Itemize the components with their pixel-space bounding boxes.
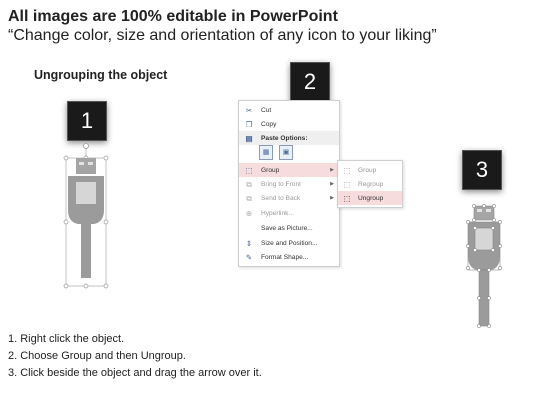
group-icon: ⬚ bbox=[245, 165, 253, 175]
instruction-list bbox=[8, 331, 262, 382]
copy-icon: ❐ bbox=[245, 119, 253, 129]
submenu-arrow-icon: ▶ bbox=[330, 167, 334, 173]
submenu-arrow-icon: ▶ bbox=[330, 181, 334, 187]
menu-item-bring-to-front[interactable]: ⧉ Bring to Front ▶ bbox=[239, 177, 339, 191]
menu-item-size-and-position[interactable]: ⇕ Size and Position... bbox=[245, 238, 318, 248]
group-icon: ⬚ bbox=[343, 165, 351, 175]
menu-item-format-shape[interactable]: ✎ Format Shape... bbox=[245, 252, 309, 262]
submenu-item-ungroup[interactable]: ⬚ Ungroup bbox=[338, 191, 402, 205]
menu-item-copy[interactable]: ❐ Copy bbox=[245, 119, 277, 129]
step-badge-2: 2 bbox=[290, 62, 330, 102]
scissors-icon: ✂ bbox=[245, 105, 253, 115]
menu-item-save-as-picture[interactable]: Save as Picture... bbox=[239, 221, 339, 235]
instruction-step-2: 2. Choose Group and then Ungroup. bbox=[8, 350, 186, 362]
usb-object-ungrouped[interactable] bbox=[462, 198, 506, 333]
menu-item-send-to-back[interactable]: ⧉ Send to Back ▶ bbox=[239, 191, 339, 205]
menu-header-paste-options: ▤ Paste Options: bbox=[239, 131, 339, 145]
regroup-icon: ⬚ bbox=[343, 179, 351, 189]
usb-icon bbox=[68, 158, 104, 278]
step-badge-3: 3 bbox=[462, 150, 502, 190]
paste-options-row bbox=[259, 145, 293, 160]
ungroup-icon: ⬚ bbox=[343, 193, 351, 203]
menu-item-hyperlink[interactable]: ⊕ Hyperlink... bbox=[245, 208, 294, 218]
submenu-item-regroup[interactable]: ⬚ Regroup bbox=[343, 179, 384, 189]
group-submenu bbox=[337, 160, 403, 208]
rotate-handle bbox=[84, 144, 89, 149]
submenu-item-group[interactable]: ⬚ Group bbox=[343, 165, 377, 175]
format-shape-icon: ✎ bbox=[245, 252, 253, 262]
usb-object-selected[interactable] bbox=[60, 140, 110, 290]
menu-item-cut[interactable]: ✂ Cut bbox=[245, 105, 272, 115]
save-picture-icon bbox=[244, 224, 254, 233]
paste-icon: ▤ bbox=[245, 133, 253, 143]
size-position-icon: ⇕ bbox=[245, 238, 253, 248]
menu-item-group[interactable]: ⬚ Group ▶ bbox=[239, 163, 339, 177]
context-menu bbox=[238, 100, 340, 267]
page-subtitle: “Change color, size and orientation of any icon to your liking” bbox=[8, 27, 437, 44]
hyperlink-icon: ⊕ bbox=[245, 208, 253, 218]
section-title: Ungrouping the object bbox=[34, 68, 168, 82]
paste-picture-icon[interactable]: ▣ bbox=[279, 145, 293, 160]
usb-icon bbox=[468, 206, 500, 326]
bring-front-icon: ⧉ bbox=[246, 179, 252, 189]
submenu-arrow-icon: ▶ bbox=[330, 195, 334, 201]
send-back-icon: ⧉ bbox=[246, 193, 252, 203]
page-title: All images are 100% editable in PowerPoint bbox=[8, 8, 338, 25]
instruction-step-3: 3. Click beside the object and drag the arrow over it. bbox=[8, 367, 262, 379]
instruction-step-1: 1. Right click the object. bbox=[8, 333, 125, 345]
step-badge-1: 1 bbox=[67, 101, 107, 141]
paste-keep-formatting-icon[interactable]: ▦ bbox=[259, 145, 273, 160]
